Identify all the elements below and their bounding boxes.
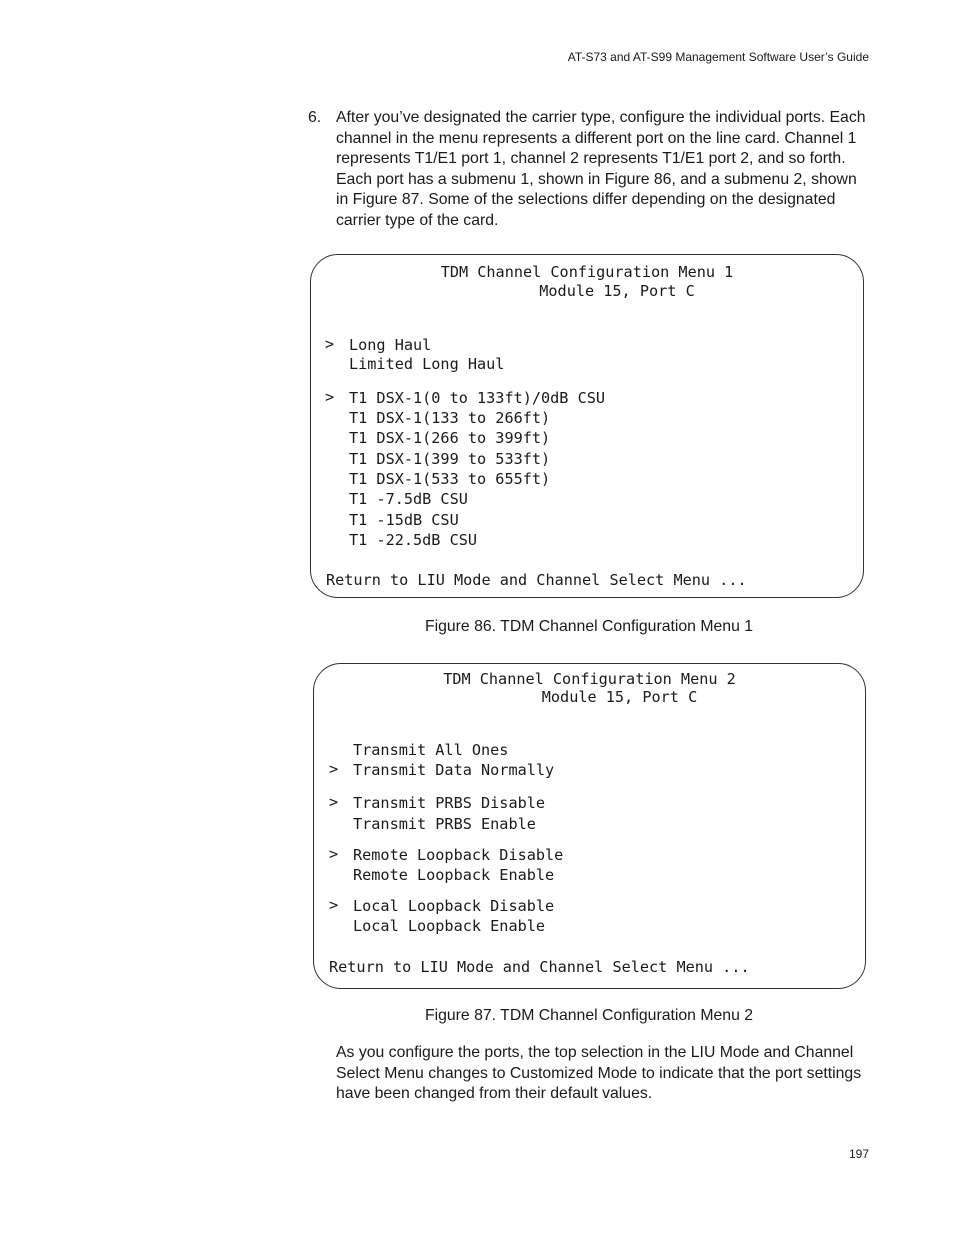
menu2-item-local-loopback-disable[interactable]: Local Loopback Disable xyxy=(353,897,555,915)
menu1-item-dsx1-533-655[interactable]: T1 DSX-1(533 to 655ft) xyxy=(349,470,551,488)
running-head: AT-S73 and AT-S99 Management Software User’s Guide xyxy=(567,50,869,64)
menu1-selection-marker: > xyxy=(325,335,335,353)
menu2-item-prbs-disable[interactable]: Transmit PRBS Disable xyxy=(353,794,546,812)
menu1-screen xyxy=(310,254,864,598)
menu2-selection-marker: > xyxy=(329,896,339,914)
menu1-item-limited-long-haul[interactable]: Limited Long Haul xyxy=(349,355,505,373)
menu2-subtitle: Module 15, Port C xyxy=(541,688,698,706)
step-6 xyxy=(308,108,868,231)
menu1-return-item[interactable]: Return to LIU Mode and Channel Select Menu ... xyxy=(326,571,747,589)
menu1-item-dsx1-266-399[interactable]: T1 DSX-1(266 to 399ft) xyxy=(349,429,551,447)
figure-86-caption: Figure 86. TDM Channel Configuration Menu 1 xyxy=(424,618,754,635)
step-number: 6. xyxy=(308,109,322,126)
menu2-item-remote-loopback-disable[interactable]: Remote Loopback Disable xyxy=(353,846,564,864)
page-number: 197 xyxy=(848,1147,869,1161)
menu1-item-22-5db-csu[interactable]: T1 -22.5dB CSU xyxy=(349,531,478,549)
menu2-return-item[interactable]: Return to LIU Mode and Channel Select Menu ... xyxy=(329,958,750,976)
menu2-item-local-loopback-enable[interactable]: Local Loopback Enable xyxy=(353,917,546,935)
menu2-screen xyxy=(313,663,866,989)
step-text: After you’ve designated the carrier type, configure the individual ports. Each channel in the menu represents a different port on the line card. Channel 1 represents T1/E1 port 1, channel 2 represents T1/E1 port 2, and so forth. Each port has a submenu 1, shown in Figure 86, and a submenu 2, shown in Figure 87. Some of the selections differ depending on the designated carrier type of the card. xyxy=(336,109,866,229)
menu2-item-prbs-enable[interactable]: Transmit PRBS Enable xyxy=(353,815,536,833)
menu2-selection-marker: > xyxy=(329,845,339,863)
menu1-subtitle: Module 15, Port C xyxy=(539,282,695,300)
menu1-item-dsx1-0-133[interactable]: T1 DSX-1(0 to 133ft)/0dB CSU xyxy=(349,389,606,407)
closing-paragraph: As you configure the ports, the top selection in the LIU Mode and Channel Select Menu changes to Customized Mode to indicate that the port settings have been changed from their default values. xyxy=(336,1044,862,1102)
menu2-item-remote-loopback-enable[interactable]: Remote Loopback Enable xyxy=(353,866,555,884)
menu1-item-dsx1-133-266[interactable]: T1 DSX-1(133 to 266ft) xyxy=(349,409,551,427)
menu2-selection-marker: > xyxy=(329,793,339,811)
figure-87-caption: Figure 87. TDM Channel Configuration Menu 2 xyxy=(424,1007,754,1024)
menu1-item-dsx1-399-533[interactable]: T1 DSX-1(399 to 533ft) xyxy=(349,450,551,468)
menu1-item-7-5db-csu[interactable]: T1 -7.5dB CSU xyxy=(349,490,468,508)
menu1-selection-marker: > xyxy=(325,388,335,406)
menu2-item-transmit-all-ones[interactable]: Transmit All Ones xyxy=(353,741,509,759)
menu2-title: TDM Channel Configuration Menu 2 xyxy=(443,670,736,688)
menu1-item-15db-csu[interactable]: T1 -15dB CSU xyxy=(349,511,459,529)
menu2-item-transmit-data-normally[interactable]: Transmit Data Normally xyxy=(353,761,555,779)
menu1-item-long-haul[interactable]: Long Haul xyxy=(349,336,432,354)
menu1-title: TDM Channel Configuration Menu 1 xyxy=(440,263,734,281)
menu2-selection-marker: > xyxy=(329,760,339,778)
